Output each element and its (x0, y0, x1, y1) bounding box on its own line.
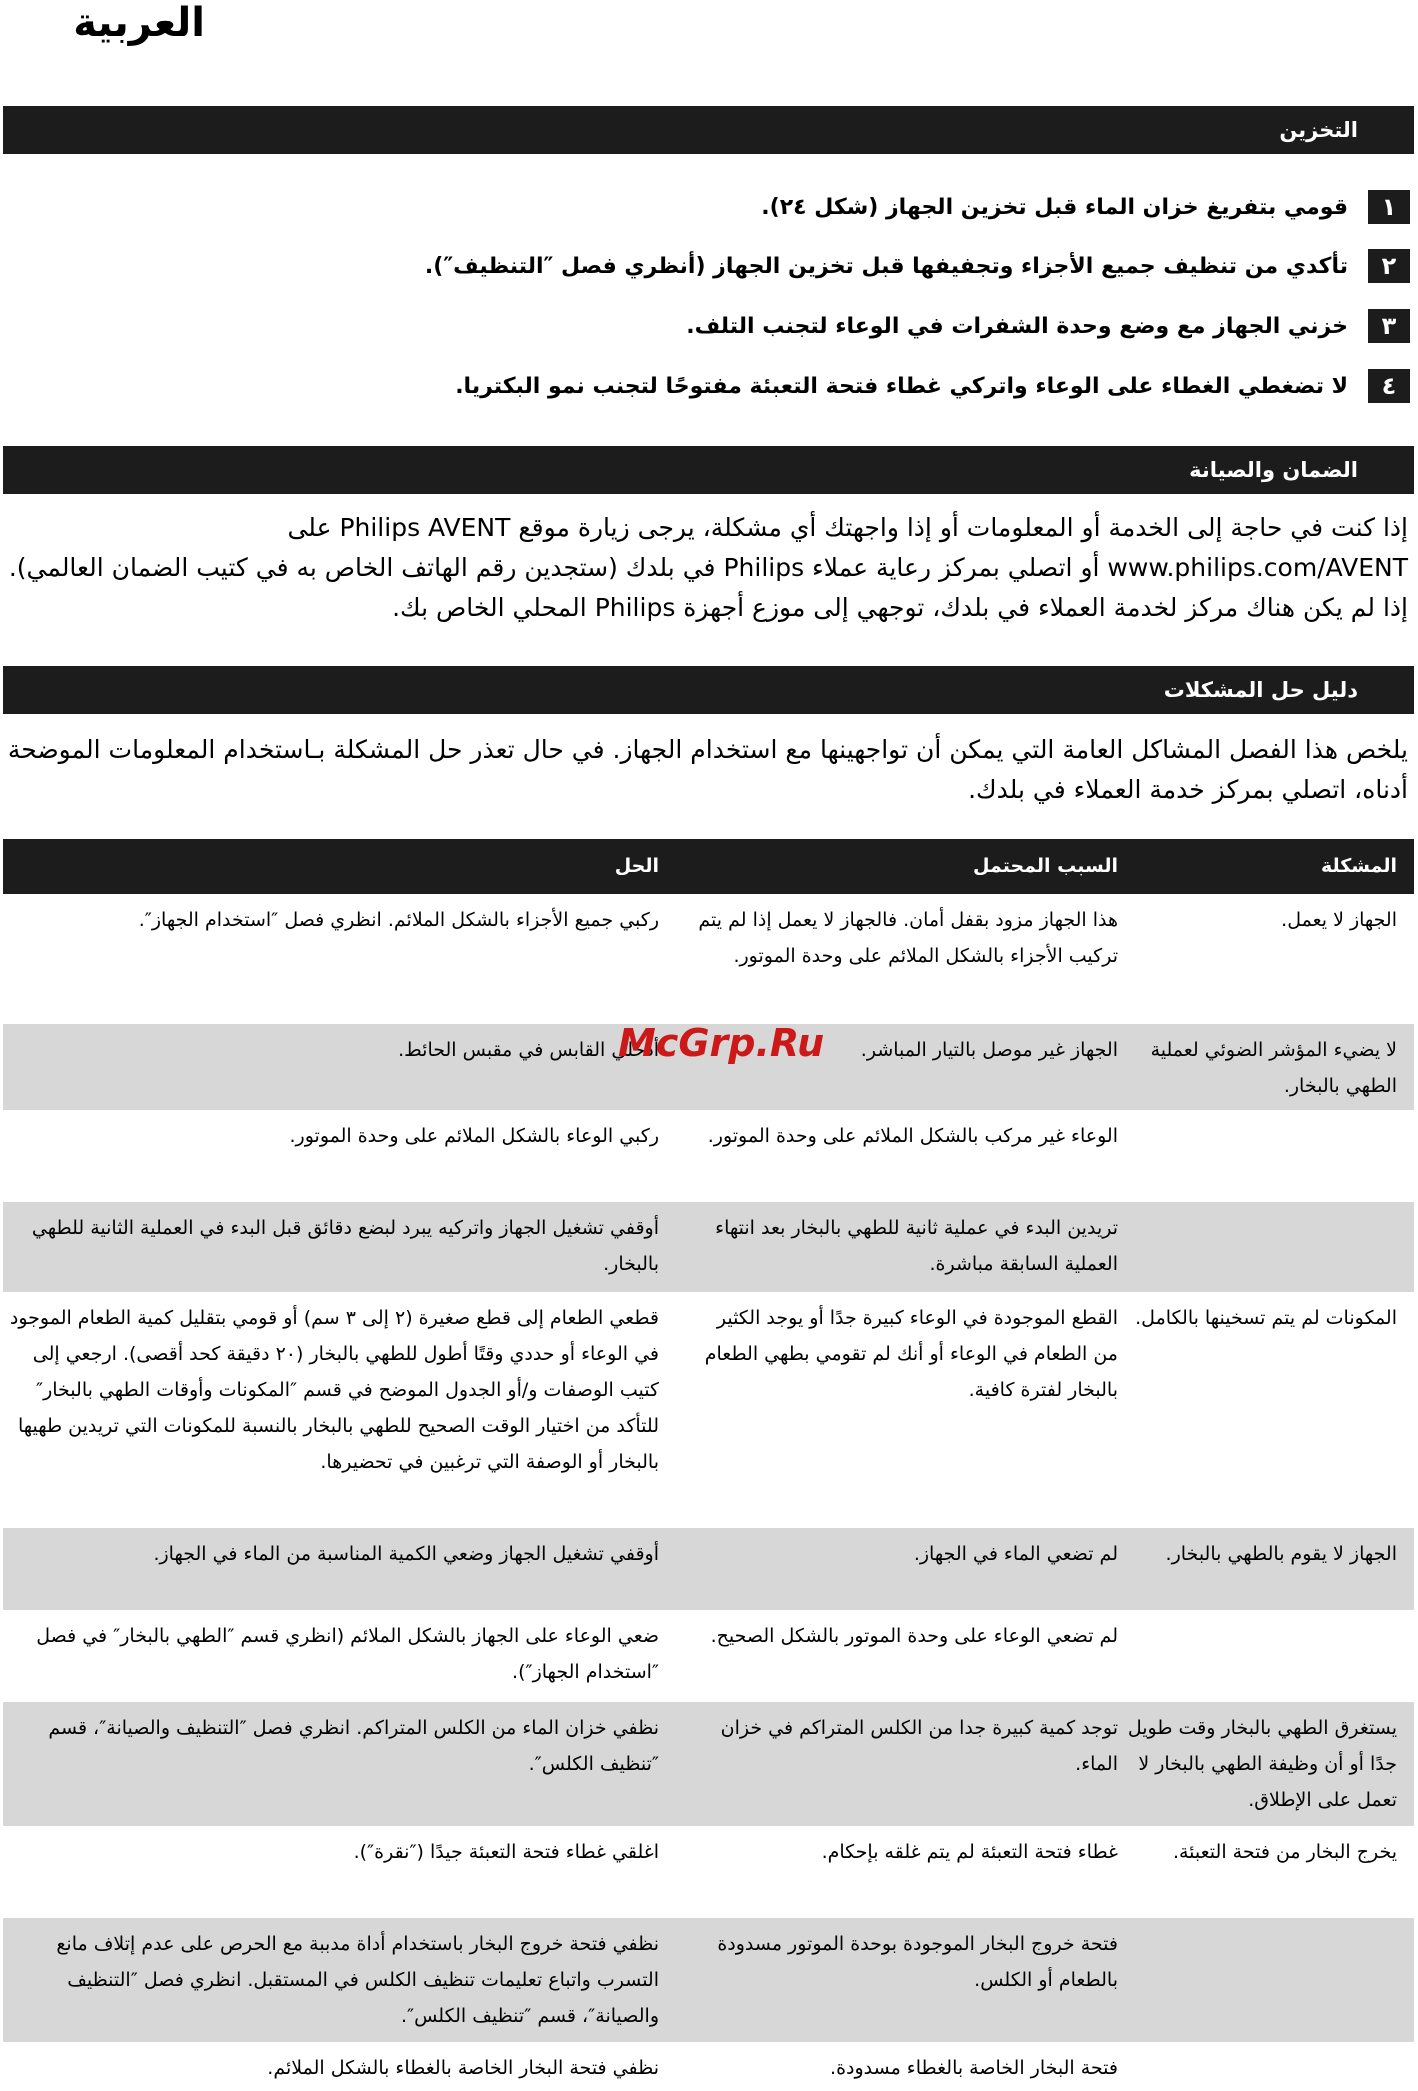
table-row (3, 2042, 1414, 2091)
language-title: العربية (73, 0, 205, 46)
warranty-line: إذا كنت في حاجة إلى الخدمة أو المعلومات أو إذا واجهتك أي مشكلة، يرجى زيارة موقع Philips AVENT على (287, 513, 1408, 542)
problem-cell: لا يضيء المؤشر الضوئي لعملية الطهي بالبخار. (1150, 1039, 1397, 1097)
storage-heading-bar (3, 106, 1414, 154)
cause-cell: القطع الموجودة في الوعاء كبيرة جدًا أو يوجد الكثير من الطعام في الوعاء أو أنك لم تقومي بطهي الطعام بالبخار لفترة كافية. (704, 1307, 1118, 1401)
troubleshooting-heading-bar (3, 666, 1414, 714)
column-header-solution: الحل (614, 855, 659, 877)
problem-cell: يستغرق الطهي بالبخار وقت طويل جدًا أو أن وظيفة الطهي بالبخار لا تعمل على الإطلاق. (1127, 1717, 1397, 1811)
step-text: لا تضغطي الغطاء على الوعاء واتركي غطاء فتحة التعبئة مفتوحًا لتجنب نمو البكتريا. (455, 373, 1348, 399)
storage-step-1 (0, 190, 1410, 224)
solution-cell: أوقفي تشغيل الجهاز وضعي الكمية المناسبة من الماء في الجهاز. (153, 1543, 659, 1565)
step-number: ٣ (1368, 309, 1410, 343)
watermark: McGrp.Ru (618, 1021, 825, 1065)
table-row (3, 1202, 1414, 1292)
intro-line: أدناه، اتصلي بمركز خدمة العملاء في بلدك. (968, 775, 1408, 804)
storage-step-2 (0, 249, 1410, 283)
solution-cell: نظفي فتحة خروج البخار باستخدام أداة مدببة مع الحرص على عدم إتلاف مانع التسرب واتباع تعليمات تنظيف الكلس في المستقبل. انظري فصل ″التنظيف والصيانة″، قسم ″تنظيف الكلس″. (56, 1933, 659, 2027)
intro-line: يلخص هذا الفصل المشاكل العامة التي يمكن أن تواجهينها مع استخدام الجهاز. في حال تعذر حل المشكلة بـاستخدام المعلومات الموضحة (7, 735, 1408, 764)
solution-cell: أوقفي تشغيل الجهاز واتركيه يبرد لبضع دقائق قبل البدء في العملية الثانية للطهي بالبخار. (31, 1217, 659, 1275)
table-row (3, 1826, 1414, 1918)
solution-cell: نظفي فتحة البخار الخاصة بالغطاء بالشكل الملائم. (267, 2057, 659, 2079)
warranty-line: إذا لم يكن هناك مركز لخدمة العملاء في بلدك، توجهي إلى موزع أجهزة Philips المحلي الخاص بك. (392, 593, 1408, 622)
cause-cell: لم تضعي الماء في الجهاز. (913, 1543, 1118, 1565)
cause-cell: فتحة البخار الخاصة بالغطاء مسدودة. (830, 2057, 1118, 2079)
table-row (3, 1292, 1414, 1528)
cause-cell: لم تضعي الوعاء على وحدة الموتور بالشكل الصحيح. (710, 1625, 1118, 1647)
storage-step-3 (0, 309, 1410, 343)
cause-cell: تريدين البدء في عملية ثانية للطهي بالبخار بعد انتهاء العملية السابقة مباشرة. (715, 1217, 1118, 1275)
step-number: ٢ (1368, 249, 1410, 283)
cause-cell: الجهاز غير موصل بالتيار المباشر. (860, 1039, 1118, 1061)
solution-cell: ركبي جميع الأجزاء بالشكل الملائم. انظري فصل ″استخدام الجهاز″. (138, 909, 659, 931)
step-text: تأكدي من تنظيف جميع الأجزاء وتجفيفها قبل تخزين الجهاز (أنظري فصل ″التنظيف″). (424, 253, 1348, 279)
warranty-line: www.philips.com/AVENT أو اتصلي بمركز رعاية عملاء Philips في بلدك (ستجدين رقم الهاتف الخاص به في كتيب الضمان العالمي). (8, 553, 1408, 582)
storage-heading: التخزين (1279, 118, 1358, 142)
solution-cell: أدخلي القابس في مقبس الحائط. (398, 1039, 659, 1061)
cause-cell: فتحة خروج البخار الموجودة بوحدة الموتور مسدودة بالطعام أو الكلس. (717, 1933, 1118, 1991)
column-header-cause: السبب المحتمل (973, 855, 1118, 877)
problem-cell: المكونات لم يتم تسخينها بالكامل. (1135, 1307, 1397, 1329)
cause-cell: هذا الجهاز مزود بقفل أمان. فالجهاز لا يعمل إذا لم يتم تركيب الأجزاء بالشكل الملائم على وحدة الموتور. (698, 909, 1118, 967)
warranty-heading-bar (3, 446, 1414, 494)
warranty-heading: الضمان والصيانة (1189, 458, 1358, 482)
table-row (3, 1702, 1414, 1826)
table-row (3, 1918, 1414, 2042)
cause-cell: غطاء فتحة التعبئة لم يتم غلقه بإحكام. (821, 1841, 1118, 1863)
solution-cell: نظفي خزان الماء من الكلس المتراكم. انظري فصل ″التنظيف والصيانة″، قسم ″تنظيف الكلس″. (48, 1717, 659, 1775)
solution-cell: قطعي الطعام إلى قطع صغيرة (٢ إلى ٣ سم) أو قومي بتقليل كمية الطعام الموجود في الوعاء أو حددي وقتًا أطول للطهي بالبخار (٢٠ دقيقة كحد أقصى). ارجعي إلى كتيب الوصفات و/أو الجدول الموضح في قسم ″المكونات وأوقات الطهي بالبخار″ للتأكد من اختيار الوقت الصحيح للطهي بالبخار بالنسبة للمكونات التي تريدين طهيها بالبخار أو الوصفة التي ترغبين في تحضيرها. (9, 1307, 659, 1473)
cause-cell: الوعاء غير مركب بالشكل الملائم على وحدة الموتور. (707, 1125, 1118, 1147)
table-row (3, 1610, 1414, 1702)
step-text: قومي بتفريغ خزان الماء قبل تخزين الجهاز (شكل ٢٤). (761, 194, 1348, 220)
table-row (3, 1110, 1414, 1202)
solution-cell: ركبي الوعاء بالشكل الملائم على وحدة الموتور. (289, 1125, 659, 1147)
cause-cell: توجد كمية كبيرة جدا من الكلس المتراكم في خزان الماء. (720, 1717, 1118, 1775)
column-header-problem: المشكلة (1320, 855, 1397, 877)
step-number: ١ (1368, 190, 1410, 224)
solution-cell: اغلقي غطاء فتحة التعبئة جيدًا (″نقرة″). (353, 1841, 659, 1863)
table-row (3, 894, 1414, 1024)
warranty-paragraph (8, 508, 1408, 628)
table-header (3, 839, 1414, 894)
troubleshooting-heading: دليل حل المشكلات (1163, 678, 1358, 702)
table-row (3, 1528, 1414, 1610)
problem-cell: الجهاز لا يقوم بالطهي بالبخار. (1165, 1543, 1397, 1565)
problem-cell: يخرج البخار من فتحة التعبئة. (1172, 1841, 1397, 1863)
step-number: ٤ (1368, 369, 1410, 403)
step-text: خزني الجهاز مع وضع وحدة الشفرات في الوعاء لتجنب التلف. (686, 313, 1348, 339)
problem-cell: الجهاز لا يعمل. (1281, 909, 1397, 931)
troubleshooting-intro (7, 730, 1408, 810)
storage-step-4 (0, 369, 1410, 403)
solution-cell: ضعي الوعاء على الجهاز بالشكل الملائم (انظري قسم ″الطهي بالبخار″ في فصل ″استخدام الجهاز″). (36, 1625, 659, 1683)
